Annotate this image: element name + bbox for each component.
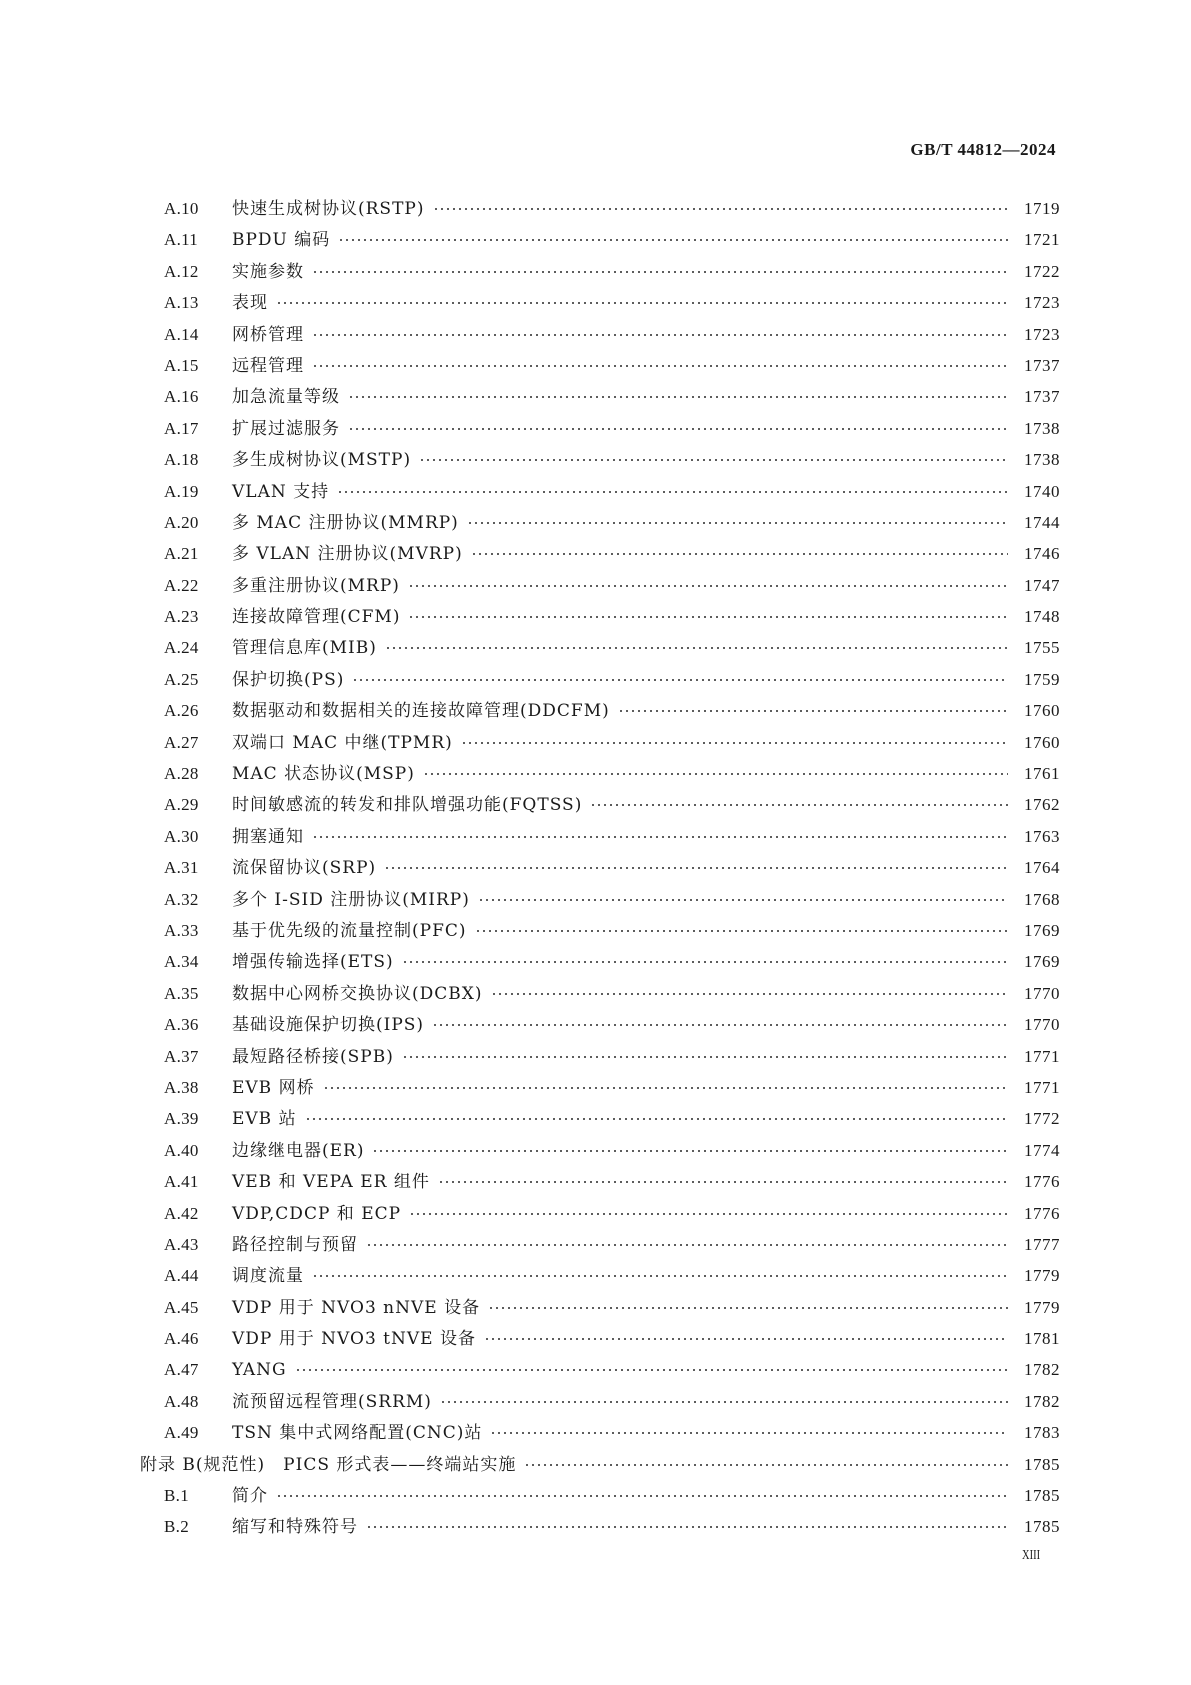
toc-entry-page: 1747 [1024,575,1060,595]
toc-entry-title: VDP,CDCP 和 ECP [232,1203,402,1224]
toc-entry-page: 1762 [1024,795,1060,815]
toc-leader-dots [433,208,1009,210]
toc-entry[interactable] [140,476,1060,507]
toc-entry[interactable] [140,1511,1060,1542]
toc-entry-title: 数据中心网桥交换协议(DCBX) [232,983,483,1004]
toc-entry-number: A.32 [164,889,199,909]
toc-entry[interactable] [140,664,1060,695]
toc-entry-page: 1770 [1024,1015,1060,1035]
toc-leader-dots [276,1495,1008,1497]
toc-entry-page: 1740 [1024,481,1060,501]
toc-entry-page: 1738 [1024,418,1060,438]
toc-leader-dots [372,1150,1008,1152]
toc-entry[interactable] [140,1103,1060,1134]
toc-entry-title: 实施参数 [232,261,304,282]
toc-entry[interactable] [140,695,1060,726]
toc-entry[interactable] [140,758,1060,789]
toc-entry-page: 1785 [1024,1486,1060,1506]
toc-entry-title: 边缘继电器(ER) [232,1140,365,1161]
toc-entry[interactable] [140,224,1060,255]
toc-entry-page: 1774 [1024,1140,1060,1160]
toc-entry-page: 1764 [1024,858,1060,878]
toc-entry-title: YANG [232,1360,287,1381]
toc-entry[interactable] [140,1480,1060,1511]
toc-entry-page: 1785 [1024,1454,1060,1474]
toc-entry-number: A.33 [164,920,199,940]
toc-entry-number: A.39 [164,1109,199,1129]
toc-entry[interactable] [140,601,1060,632]
toc-leader-dots [440,1401,1008,1403]
toc-entry-title: 缩写和特殊符号 [232,1517,358,1538]
toc-entry-number: A.22 [164,575,199,595]
toc-leader-dots [408,585,1008,587]
toc-entry[interactable] [140,538,1060,569]
toc-leader-dots [312,836,1008,838]
toc-entry-number: A.34 [164,952,199,972]
toc-entry-title: VEB 和 VEPA ER 组件 [232,1172,430,1193]
toc-entry-page: 1737 [1024,355,1060,375]
toc-entry-page: 1782 [1024,1360,1060,1380]
toc-entry-page: 1763 [1024,826,1060,846]
toc-leader-dots [488,1307,1008,1309]
toc-entry[interactable] [140,287,1060,318]
toc-leader-dots [524,1464,1008,1466]
toc-entry-title: 多个 I-SID 注册协议(MIRP) [232,889,470,910]
toc-leader-dots [484,1338,1008,1340]
toc-entry-number: A.26 [164,701,199,721]
toc-entry-page: 1779 [1024,1297,1060,1317]
toc-entry-number: A.41 [164,1172,199,1192]
toc-entry-number: A.29 [164,795,199,815]
toc-leader-dots [490,1432,1008,1434]
toc-entry[interactable] [140,915,1060,946]
toc-leader-dots [312,334,1008,336]
toc-leader-dots [478,899,1008,901]
toc-entry[interactable] [140,1229,1060,1260]
toc-entry[interactable] [140,789,1060,820]
toc-entry[interactable] [140,1354,1060,1385]
toc-leader-dots [385,647,1008,649]
toc-entry-title: BPDU 编码 [232,230,331,251]
toc-entry-page: 1721 [1024,230,1060,250]
toc-entry-title: 快速生成树协议(RSTP) [232,199,425,219]
toc-leader-dots [471,553,1008,555]
toc-leader-dots [305,1118,1008,1120]
toc-entry[interactable] [140,821,1060,852]
toc-entry-title: 表现 [232,293,268,314]
toc-entry-page: 1761 [1024,764,1060,784]
toc-entry-title: 远程管理 [232,355,304,376]
toc-entry-number: A.23 [164,607,199,627]
toc-entry-page: 1772 [1024,1109,1060,1129]
toc-entry[interactable] [140,1198,1060,1229]
toc-entry-page: 1722 [1024,261,1060,281]
toc-leader-dots [409,1213,1008,1215]
toc-entry-page: 1723 [1024,324,1060,344]
toc-entry-title: 附录 B(规范性) PICS 形式表——终端站实施 [140,1454,517,1475]
toc-entry-page: 1769 [1024,952,1060,972]
toc-leader-dots [366,1526,1008,1528]
toc-entry-number: A.45 [164,1297,199,1317]
toc-entry-title: TSN 集中式网络配置(CNC)站 [232,1423,483,1444]
toc-entry-page: 1770 [1024,983,1060,1003]
toc-entry-title: 调度流量 [232,1266,304,1287]
toc-entry-number: A.36 [164,1015,199,1035]
toc-entry-page: 1776 [1024,1172,1060,1192]
toc-leader-dots [618,710,1008,712]
toc-leader-dots [475,930,1008,932]
toc-entry-number: A.24 [164,638,199,658]
toc-entry-title: 数据驱动和数据相关的连接故障管理(DDCFM) [232,701,610,722]
toc-entry-title: 保护切换(PS) [232,669,345,690]
toc-entry-page: 1760 [1024,701,1060,721]
toc-entry-number: A.37 [164,1046,199,1066]
toc-entry-page: 1719 [1024,199,1060,218]
toc-entry-title: 拥塞通知 [232,826,304,847]
toc-entry-title: 网桥管理 [232,324,304,345]
toc-entry-number: A.27 [164,732,199,752]
toc-entry-title: VDP 用于 NVO3 tNVE 设备 [232,1329,476,1350]
toc-entry-number: A.48 [164,1391,199,1411]
table-of-contents [140,193,1060,1543]
toc-entry[interactable] [140,193,1060,224]
toc-leader-dots [348,396,1008,398]
toc-entry-number: A.49 [164,1423,199,1443]
toc-entry-title: 基于优先级的流量控制(PFC) [232,920,467,941]
toc-entry[interactable] [140,1135,1060,1166]
toc-entry-title: 路径控制与预留 [232,1234,358,1255]
toc-entry[interactable] [140,507,1060,538]
toc-entry-number: A.47 [164,1360,199,1380]
toc-entry-number: A.35 [164,983,199,1003]
toc-entry[interactable] [140,413,1060,444]
toc-entry-title: 多重注册协议(MRP) [232,575,400,596]
toc-entry-page: 1783 [1024,1423,1060,1443]
toc-entry-page: 1781 [1024,1329,1060,1349]
toc-entry-number: A.42 [164,1203,199,1223]
toc-entry-title: 最短路径桥接(SPB) [232,1046,394,1067]
toc-entry-number: A.44 [164,1266,199,1286]
toc-entry-number: A.30 [164,826,199,846]
toc-entry-number: B.1 [164,1486,189,1506]
toc-entry-number: A.43 [164,1234,199,1254]
toc-leader-dots [295,1369,1008,1371]
toc-entry-page: 1737 [1024,387,1060,407]
toc-entry-page: 1771 [1024,1077,1060,1097]
toc-entry-title: 管理信息库(MIB) [232,638,377,659]
toc-entry-page: 1759 [1024,669,1060,689]
toc-entry-number: A.17 [164,418,199,438]
toc-entry[interactable] [140,1166,1060,1197]
toc-entry-page: 1748 [1024,607,1060,627]
toc-leader-dots [461,742,1008,744]
toc-entry-number: A.25 [164,669,199,689]
toc-entry-number: A.21 [164,544,199,564]
toc-entry-page: 1777 [1024,1234,1060,1254]
page-number: XIII [1022,1548,1041,1563]
toc-entry-title: 增强传输选择(ETS) [232,952,394,973]
toc-entry[interactable] [140,946,1060,977]
toc-entry-title: 扩展过滤服务 [232,418,340,439]
toc-entry-number: A.14 [164,324,199,344]
toc-leader-dots [467,522,1008,524]
toc-entry[interactable] [140,570,1060,601]
toc-entry-number: A.40 [164,1140,199,1160]
toc-entry-title: 双端口 MAC 中继(TPMR) [232,732,453,753]
toc-leader-dots [423,773,1008,775]
toc-entry-title: VLAN 支持 [232,481,330,502]
toc-entry-title: 加急流量等级 [232,387,340,408]
toc-entry-number: A.18 [164,450,199,470]
toc-leader-dots [491,993,1009,995]
toc-entry-number: A.38 [164,1077,199,1097]
toc-entry-page: 1769 [1024,920,1060,940]
toc-entry-number: A.19 [164,481,199,501]
toc-entry[interactable] [140,632,1060,663]
toc-leader-dots [402,1056,1008,1058]
toc-entry[interactable] [140,727,1060,758]
toc-entry-page: 1738 [1024,450,1060,470]
toc-entry-number: A.15 [164,355,199,375]
toc-leader-dots [590,804,1008,806]
toc-entry-number: A.10 [164,199,199,218]
toc-leader-dots [432,1024,1008,1026]
toc-entry-number: A.31 [164,858,199,878]
toc-entry-title: 连接故障管理(CFM) [232,607,401,628]
toc-leader-dots [312,271,1008,273]
toc-leader-dots [348,428,1008,430]
toc-entry[interactable] [140,852,1060,883]
toc-entry-number: A.46 [164,1329,199,1349]
toc-entry-number: A.12 [164,261,199,281]
toc-entry-title: 流预留远程管理(SRRM) [232,1391,432,1412]
toc-entry-page: 1768 [1024,889,1060,909]
toc-leader-dots [323,1087,1008,1089]
toc-entry-page: 1782 [1024,1391,1060,1411]
toc-leader-dots [366,1244,1008,1246]
toc-entry[interactable] [140,1386,1060,1417]
toc-entry-number: A.28 [164,764,199,784]
toc-entry-number: A.13 [164,293,199,313]
toc-entry-number: A.11 [164,230,199,250]
toc-entry-page: 1755 [1024,638,1060,658]
toc-leader-dots [276,302,1008,304]
toc-entry[interactable] [140,381,1060,412]
toc-entry-title: VDP 用于 NVO3 nNVE 设备 [232,1297,481,1318]
toc-entry-title: EVB 站 [232,1109,297,1130]
toc-entry-number: B.2 [164,1517,189,1537]
toc-entry[interactable] [140,319,1060,350]
toc-entry-page: 1744 [1024,512,1060,532]
toc-entry-title: 简介 [232,1486,268,1507]
toc-entry-page: 1776 [1024,1203,1060,1223]
toc-entry[interactable] [140,1292,1060,1323]
toc-leader-dots [312,1275,1008,1277]
toc-entry-page: 1771 [1024,1046,1060,1066]
toc-entry[interactable] [140,350,1060,381]
toc-entry[interactable] [140,1260,1060,1291]
toc-entry[interactable] [140,256,1060,287]
toc-entry[interactable] [140,1009,1060,1040]
toc-entry[interactable] [140,1072,1060,1103]
toc-leader-dots [337,491,1008,493]
toc-entry-title: 多 MAC 注册协议(MMRP) [232,512,459,533]
toc-entry-page: 1760 [1024,732,1060,752]
toc-leader-dots [384,867,1008,869]
toc-entry-title: 多生成树协议(MSTP) [232,450,412,471]
toc-entry[interactable] [140,978,1060,1009]
toc-leader-dots [419,459,1008,461]
toc-entry[interactable] [140,1323,1060,1354]
toc-entry-page: 1723 [1024,293,1060,313]
toc-leader-dots [408,616,1008,618]
toc-entry[interactable] [140,884,1060,915]
standard-number: GB/T 44812—2024 [910,140,1056,159]
toc-entry-title: 基础设施保护切换(IPS) [232,1015,425,1036]
toc-entry-title: MAC 状态协议(MSP) [232,764,415,785]
toc-leader-dots [338,239,1008,241]
toc-entry-title: EVB 网桥 [232,1077,315,1098]
toc-appendix-entry[interactable] [140,1449,1060,1480]
toc-leader-dots [438,1181,1008,1183]
toc-entry[interactable] [140,1041,1060,1072]
toc-entry-number: A.20 [164,512,199,532]
toc-entry-number: A.16 [164,387,199,407]
toc-entry-title: 流保留协议(SRP) [232,858,377,879]
toc-entry-page: 1785 [1024,1517,1060,1537]
toc-entry-page: 1746 [1024,544,1060,564]
toc-leader-dots [402,961,1008,963]
toc-entry[interactable] [140,444,1060,475]
toc-entry-title: 多 VLAN 注册协议(MVRP) [232,544,463,565]
toc-leader-dots [312,365,1008,367]
toc-entry[interactable] [140,1417,1060,1448]
toc-entry-page: 1779 [1024,1266,1060,1286]
toc-leader-dots [352,679,1008,681]
toc-entry-title: 时间敏感流的转发和排队增强功能(FQTSS) [232,795,583,816]
